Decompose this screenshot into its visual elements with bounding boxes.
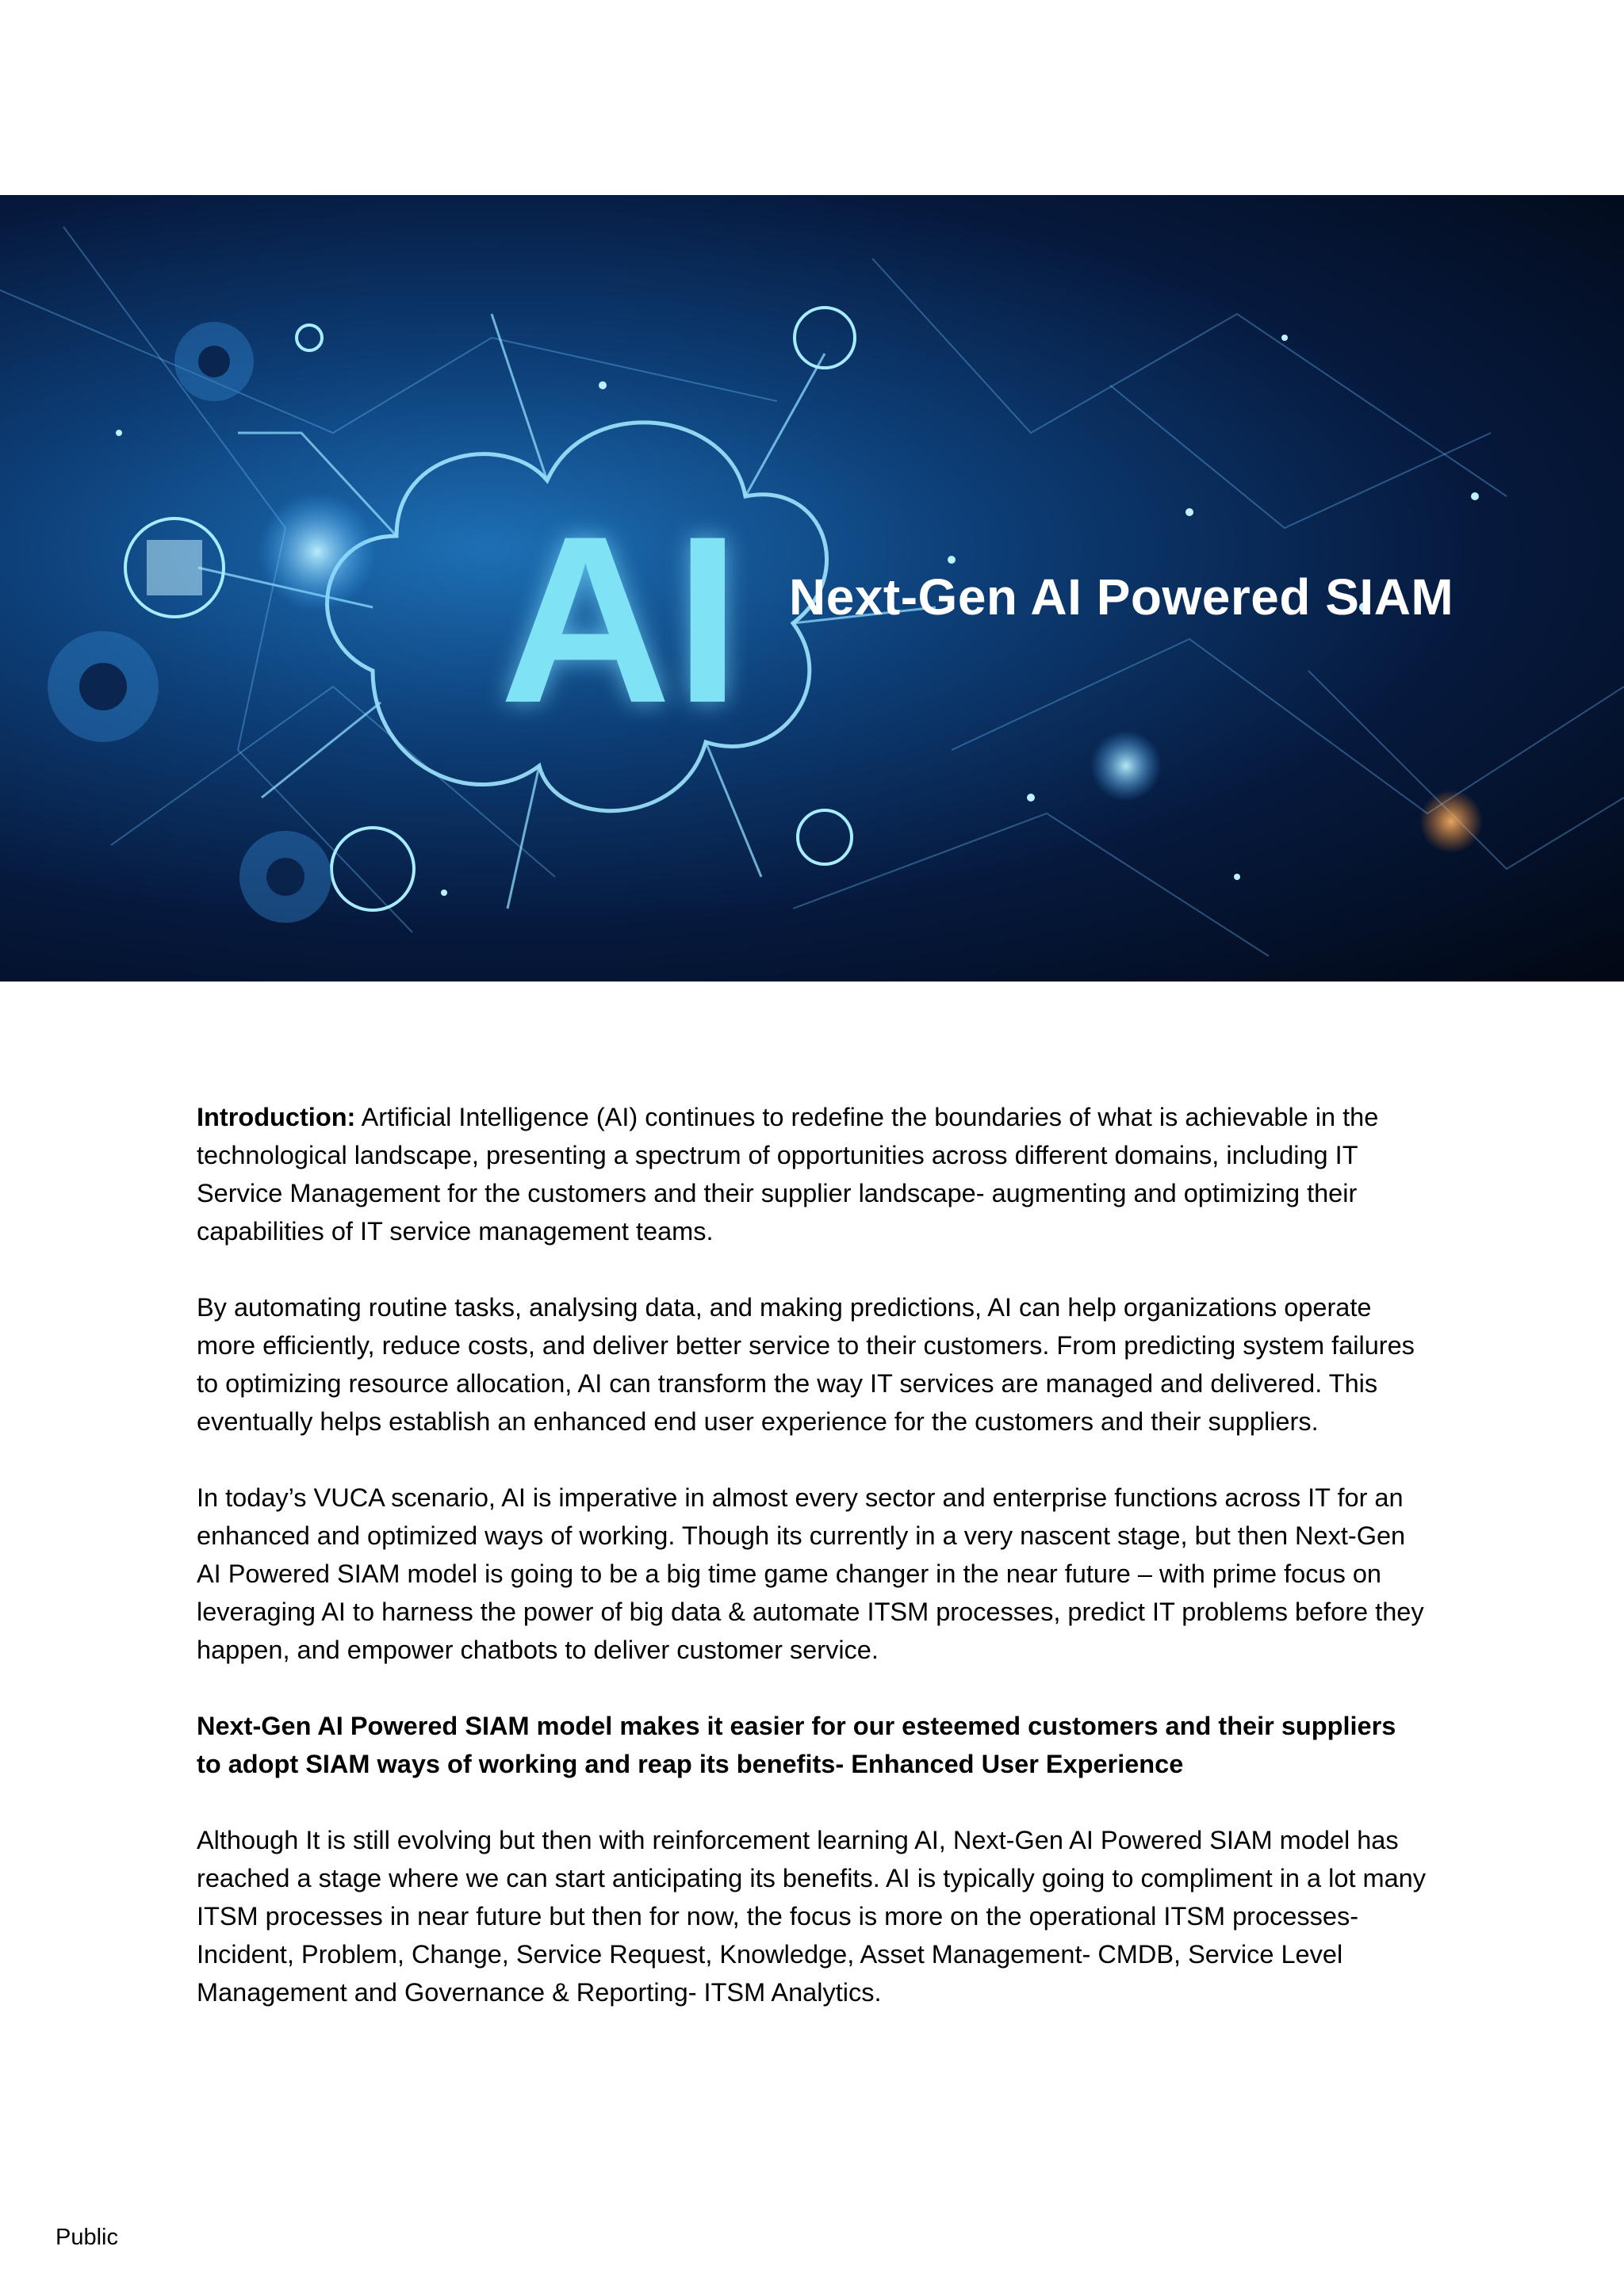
hero-title: Next-Gen AI Powered SIAM [789, 568, 1454, 626]
footer-classification: Public [56, 2225, 118, 2250]
intro-label: Introduction: [197, 1103, 356, 1131]
article-body [197, 1098, 1426, 2049]
paragraph-vuca: In today’s VUCA scenario, AI is imperative in almost every sector and enterprise functions across IT for an enhanced and optimized ways of working. Though its currently in a very nascent stage, but then Next-Gen AI Powered SIAM model is going to be a big time game changer in the near future – with prime focus on leveraging AI to harness the power of big data & automate ITSM processes, predict IT problems before they happen, and empower chatbots to deliver customer service. [197, 1483, 1424, 1664]
paragraph-evolving: Although It is still evolving but then with reinforcement learning AI, Next-Gen AI Powered SIAM model has reached a stage where we can start anticipating its benefits. AI is typically going to compliment in a lot many ITSM processes in near future but then for now, the focus is more on the operational ITSM processes- Incident, Problem, Change, Service Request, Knowledge, Asset Management- CMDB, Service Level Management and Governance & Reporting- ITSM Analytics. [197, 1826, 1426, 2007]
paragraph-highlight: Next-Gen AI Powered SIAM model makes it easier for our esteemed customers and their suppliers to adopt SIAM ways of working and reap its benefits- Enhanced User Experience [197, 1712, 1396, 1778]
hero-banner-image [0, 195, 1624, 982]
paragraph-automation: By automating routine tasks, analysing data, and making predictions, AI can help organizations operate more efficiently, reduce costs, and deliver better service to their customers. From predicting system failures to optimizing resource allocation, AI can transform the way IT services are managed and delivered. This eventually helps establish an enhanced end user experience for the customers and their suppliers. [197, 1293, 1415, 1436]
intro-paragraph [197, 1098, 1426, 1250]
ai-logo-text: AI [500, 486, 744, 752]
intro-text: Artificial Intelligence (AI) continues to redefine the boundaries of what is achievable in the technological landscape, presenting a spectrum of opportunities across different domains, including IT Service Management for the customers and their supplier landscape- augmenting and optimizing their capabilities of IT service management teams. [197, 1103, 1379, 1246]
